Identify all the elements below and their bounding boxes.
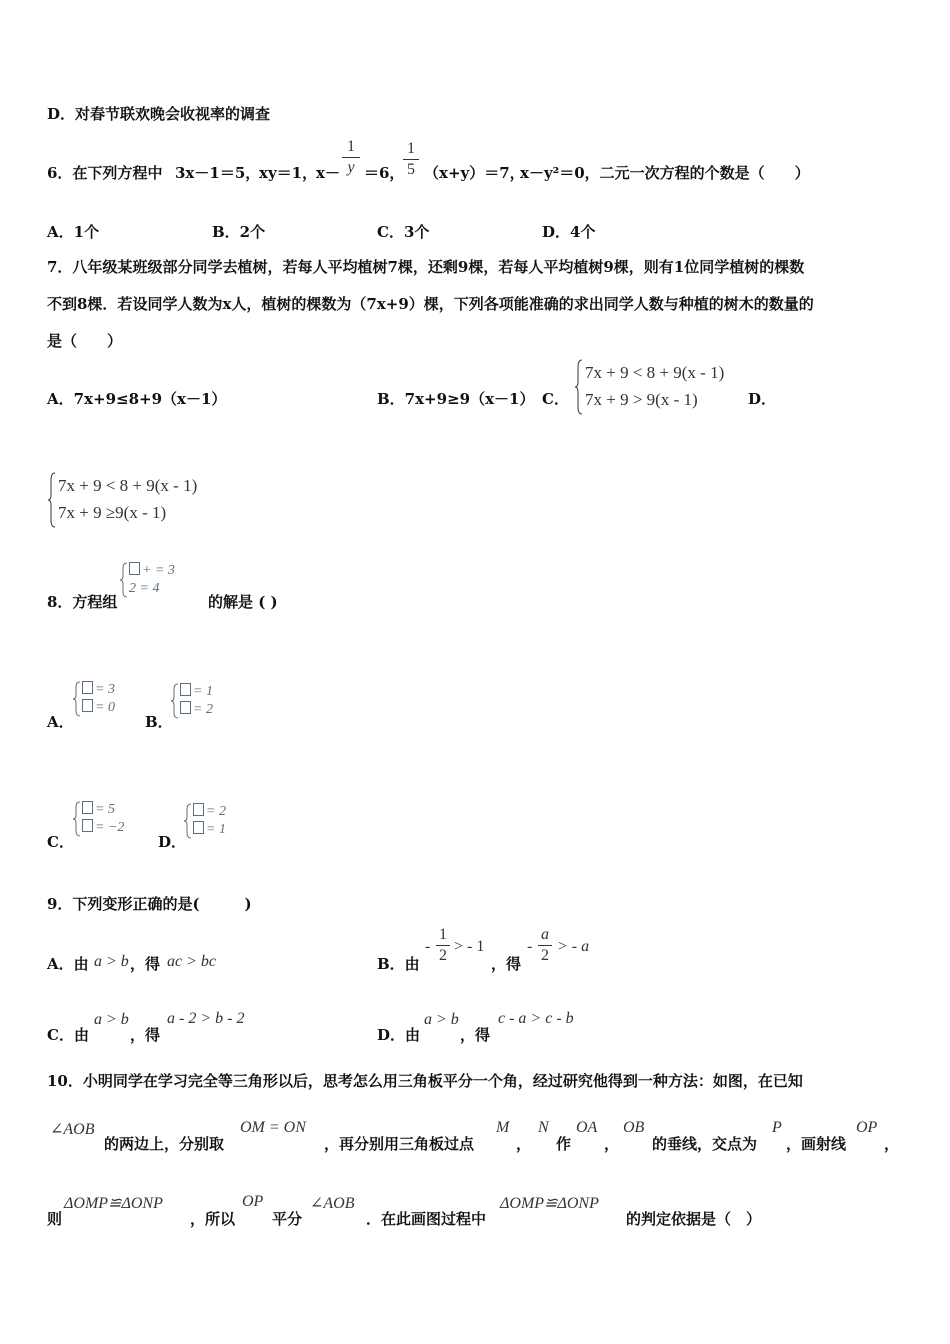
q9-b-lhs-2: -	[527, 938, 533, 955]
q8-b-line-1: = 1	[193, 684, 213, 699]
q9-b-lhs: -	[425, 938, 431, 955]
q10-congruence-1: ΔOMP≌ΔONP	[64, 1195, 163, 1212]
q9-a-math-2: ac > bc	[167, 953, 216, 970]
q6-option-b: B．2个	[212, 223, 266, 241]
q7-option-d-label: D．	[748, 390, 777, 408]
q8-option-d-system	[184, 803, 226, 839]
q8-option-b-label: B．	[145, 713, 173, 731]
q8-sys-line-1: + = 3	[120, 562, 175, 580]
q9-option-c-label: C．由	[47, 1026, 89, 1044]
q7-d-line-1: 7x + 9 < 8 + 9(x - 1)	[58, 476, 198, 495]
brace-icon	[48, 472, 56, 528]
q9-b-frac1-den: 2	[439, 947, 447, 964]
q9-b-fraction-1	[436, 926, 450, 965]
q10-point-p: P	[772, 1119, 782, 1136]
q10-text-5: ，	[604, 1135, 620, 1153]
q8-sys-line-2: 2 = 4	[129, 581, 160, 596]
brace-icon	[184, 803, 192, 839]
q9-option-b-label: B．由	[377, 955, 420, 973]
q6-fraction-2	[403, 140, 419, 179]
q8-option-c-label: C．	[47, 833, 74, 851]
q6-prefix: 6．在下列方程中	[47, 164, 163, 182]
q10-text-3: ，	[516, 1135, 532, 1153]
q10-ob: OB	[623, 1119, 645, 1136]
q10-text-4: 作	[556, 1135, 572, 1153]
q6-eq3b: ＝6，	[364, 164, 405, 182]
brace-icon	[575, 359, 583, 415]
q6-eq1: 3x－1＝5，	[175, 164, 261, 182]
q8-b-line-2: = 2	[193, 702, 213, 717]
q8-d-line-1: = 2	[206, 804, 226, 819]
q10-text-13: 的判定依据是（ ）	[626, 1210, 762, 1228]
q7-line-2: 不到8棵．若设同学人数为x人，植树的棵数为（7x+9）棵，下列各项能准确的求出同学人数与种植的树木的数量的	[47, 295, 814, 313]
q6-eq4: （x+y）＝7，	[424, 164, 525, 182]
brace-icon	[73, 681, 81, 717]
q9-stem: 9．下列变形正确的是( )	[47, 895, 252, 913]
q7-option-c-system	[575, 359, 724, 415]
q7-c-line-2: 7x + 9 > 9(x - 1)	[585, 390, 698, 409]
q7-line-3: 是（ ）	[47, 332, 123, 350]
q10-text-7: ，画射线	[786, 1135, 847, 1153]
q9-option-a-label: A．由	[47, 955, 89, 973]
q7-option-d-system	[48, 472, 197, 528]
q10-congruence-2: ΔOMP≌ΔONP	[500, 1195, 599, 1212]
q9-b-fraction-2	[538, 926, 552, 965]
q8-option-b-system	[171, 683, 213, 719]
q6-option-c: C．3个	[377, 223, 430, 241]
q6-option-d: D．4个	[542, 223, 596, 241]
q10-line-1: 10．小明同学在学习完全等三角形以后，思考怎么用三角板平分一个角，经过研究他得到一种方法：如图，在已知	[47, 1072, 803, 1090]
q10-text-12: ．在此画图过程中	[366, 1210, 487, 1228]
q10-text-9: 则	[47, 1210, 63, 1228]
q8-prefix: 8．方程组	[47, 593, 118, 611]
q10-text-11: 平分	[272, 1210, 303, 1228]
q10-text-10: ，所以	[190, 1210, 236, 1228]
q10-text-2: ，再分别用三角板过点	[324, 1135, 475, 1153]
q6-frac1-numerator: 1	[347, 138, 355, 155]
q7-d-line-2: 7x + 9 ≥9(x - 1)	[58, 503, 167, 522]
q9-a-mid: ，得	[130, 955, 161, 973]
q7-line-1: 7．八年级某班级部分同学去植树，若每人平均植树7棵，还剩9棵，若每人平均植树9棵，则有1位同学植树的棵数	[47, 258, 805, 276]
q8-a-line-2: = 0	[95, 700, 115, 715]
q8-c-line-2: = −2	[95, 820, 125, 835]
q8-system	[120, 562, 175, 598]
brace-icon	[73, 801, 81, 837]
q10-ray-op: OP	[856, 1119, 878, 1136]
q10-text-6: 的垂线，交点为	[652, 1135, 758, 1153]
q7-option-a: A．7x+9≤8+9（x－1）	[47, 390, 227, 408]
q8-c-line-1: = 5	[95, 802, 115, 817]
q9-d-math-2: c - a > c - b	[498, 1010, 574, 1027]
q5-option-d: D．对春节联欢晚会收视率的调查	[47, 105, 271, 123]
q6-eq5: x－y²＝0，二元一次方程的个数是（ ）	[520, 164, 810, 182]
q9-a-math-1: a > b	[94, 953, 129, 970]
q7-option-c-label: C．	[542, 390, 569, 408]
q6-frac2-numerator: 1	[407, 140, 415, 157]
q8-suffix: 的解是 ( )	[208, 593, 278, 611]
q10-op-2: OP	[242, 1193, 264, 1210]
q6-frac2-denominator: 5	[407, 161, 415, 178]
q10-angle-aob-2: ∠AOB	[310, 1195, 355, 1212]
q8-a-line-1: = 3	[95, 682, 115, 697]
q9-b-mid: ，得	[491, 955, 522, 973]
q9-c-math-1: a > b	[94, 1011, 129, 1028]
q10-point-n: N	[538, 1119, 549, 1136]
q10-text-1: 的两边上，分别取	[104, 1135, 225, 1153]
q9-d-math-1: a > b	[424, 1011, 459, 1028]
q7-c-line-1: 7x + 9 < 8 + 9(x - 1)	[585, 363, 725, 382]
q8-option-c-system	[73, 801, 124, 837]
q8-option-a-system	[73, 681, 115, 717]
q10-text-8: ，	[884, 1135, 900, 1153]
q6-frac1-denominator: y	[347, 159, 355, 176]
q9-d-mid: ，得	[460, 1026, 491, 1044]
q10-point-m: M	[496, 1119, 510, 1136]
q8-option-a-label: A．	[47, 713, 74, 731]
q9-option-d-label: D．由	[377, 1026, 421, 1044]
q8-d-line-2: = 1	[206, 822, 226, 837]
q9-c-math-2: a - 2 > b - 2	[167, 1010, 245, 1027]
brace-icon	[171, 683, 179, 719]
q8-option-d-label: D．	[158, 833, 187, 851]
q9-b-frac2-den: 2	[541, 947, 549, 964]
q9-b-rhs-2: > - a	[557, 938, 590, 955]
q6-eq3a: x－	[316, 164, 340, 182]
q7-option-b: B．7x+9≥9（x－1）	[377, 390, 535, 408]
q9-b-frac2-num: a	[541, 926, 549, 943]
q6-eq2: xy＝1，	[259, 164, 318, 182]
q9-b-rhs: > - 1	[454, 938, 485, 955]
q6-option-a: A．1个	[47, 223, 100, 241]
q10-om-on: OM = ON	[240, 1119, 306, 1136]
q9-c-mid: ，得	[130, 1026, 161, 1044]
q10-oa: OA	[576, 1119, 598, 1136]
q9-b-frac1-num: 1	[439, 926, 447, 943]
q10-angle-aob: ∠AOB	[50, 1121, 95, 1138]
brace-icon	[120, 562, 128, 598]
q6-fraction-1	[342, 138, 360, 177]
